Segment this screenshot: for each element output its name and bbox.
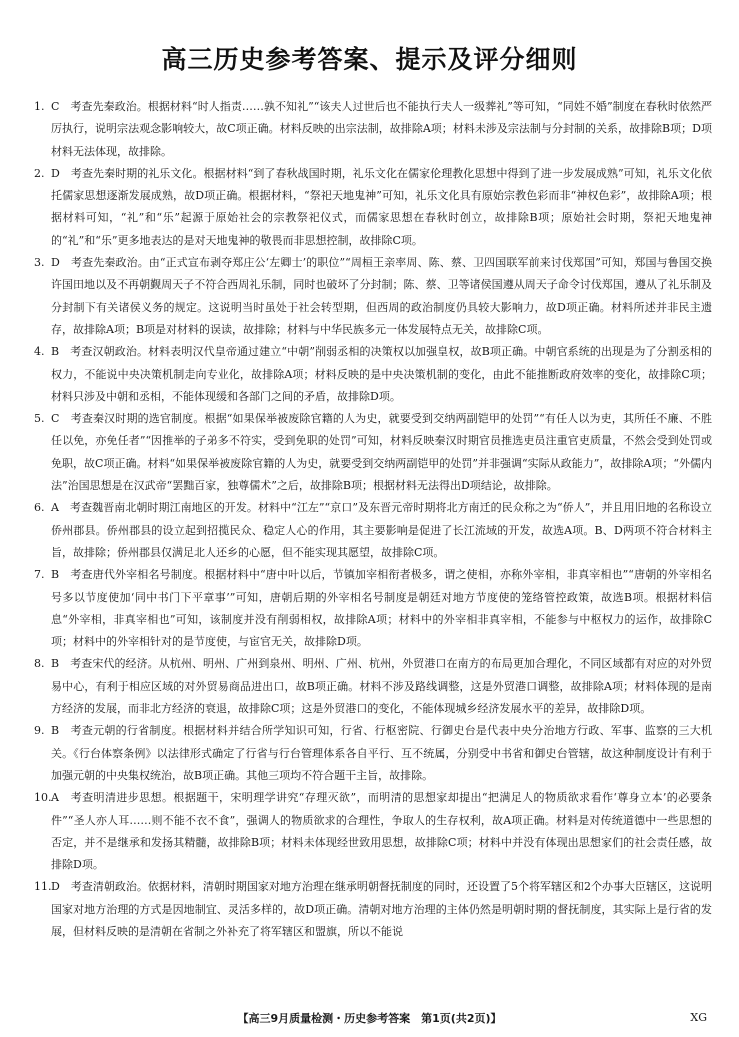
answer-item-7 [34,564,712,653]
answer-number: 5. [34,412,45,426]
answer-item-10 [34,787,712,876]
answer-text: D 考查清朝政治。依据材料，清朝时期国家对地方治理在继承明朝督抚制度的同时，还设置了5个将军辖区和2个办事大臣辖区，这说明国家对地方治理的方式是因地制宜、灵活多样的，故D项正确。清朝对地方治理的主体仍然是明朝时期的督抚制度，其实际上是行省的发展，但材料反映的是清朝在省制之外补充了将军辖区和盟旗，所以不能说 [51,880,712,938]
answer-item-8 [34,653,712,720]
answer-number: 10. [34,791,52,805]
answer-item-5 [34,408,712,497]
page-footer: 【高三9月质量检测・历史参考答案 第1页(共2页)】 [237,1012,502,1025]
answer-number: 9. [34,724,45,738]
answer-number: 1. [34,100,45,113]
answer-text: D 考查先秦政治。由“正式宣布剥夺郑庄公‘左卿士’的职位”“周桓王亲率周、陈、蔡、卫四国联军前来讨伐郑国”可知，郑国与鲁国交换许国田地以及不再朝觐周天子不符合西周礼乐制，同时也破坏了分封制；陈、蔡、卫等诸侯国遵从周天子命令讨伐郑国，遵从了礼乐制及分封制下有关诸侯义务的规定。这说明当时虽处于社会转型期，但西周的政治制度仍具较大影响力，故D项正确。材料所述并非民主遗存，故排除A项；B项是对材料的误读，故排除；材料与中华民族多元一体发展特点无关，故排除C项。 [51,256,712,336]
footer-code: XG [690,1011,707,1024]
answer-list [34,96,712,943]
answer-text: B 考查汉朝政治。材料表明汉代皇帝通过建立“中朝”削弱丞相的决策权以加强皇权，故B项正确。中朝官系统的出现是为了分割丞相的权力，不能说中央决策机制走向专业化，故排除A项；材料反映的是中央决策机制的变化，由此不能推断政府效率的变化，故排除C项；材料只涉及中朝和丞相，不能体现缓和各部门之间的矛盾，故排除D项。 [51,345,712,403]
answer-number: 11. [34,880,52,894]
answer-text: C 考查先秦政治。根据材料“时人指责……孰不知礼”“该夫人过世后也不能执行夫人一级葬礼”等可知，“同姓不婚”制度在春秋时依然严厉执行，说明宗法观念影响较大，故C项正确。材料反映的出宗法制，故排除A项；材料未涉及宗法制与分封制的关系，故排除B项；D项材料无法体现，故排除。 [51,100,712,158]
document-title: 高三历史参考答案、提示及评分细则 [161,45,578,74]
answer-text: C 考查秦汉时期的选官制度。根据“如果保举被废除官籍的人为史，就要受到交纳两副铠甲的处罚”“有任人以为吏，其所任不廉、不胜任以免，亦免任者”“因推举的子弟多不符实，受到免职的处罚”可知，材料反映秦汉时期官员推选吏员注重官吏质量，不然会受到处罚或免职，故C项正确。材料“如果保举被废除官籍的人为史，就要受到交纳两副铠甲的处罚”并非强调“实际从政能力”，故排除A项；“外儒内法”治国思想是在汉武帝“罢黜百家，独尊儒术”之后，故排除B项；根据材料无法得出D项结论，故排除。 [51,412,712,493]
answer-number: 8. [34,657,45,671]
answer-item-2 [34,163,712,252]
answer-text: B 考查唐代外宰相名号制度。根据材料中“唐中叶以后，节镇加宰相衔者极多，谓之使相，亦称外宰相，非真宰相也”“唐朝的外宰相名号多以节度使加‘同中书门下平章事’”可知，唐朝后期的外宰相名号制度是朝廷对地方节度使的笼络管控政策，故选B项。根据材料信息“外宰相，非真宰相也”可知，该制度并没有削弱相权，故排除A项；材料中的外宰相非真宰相，不能参与中枢权力的运作，故排除C项；材料中的外宰相针对的是节度使，与宦官无关，故排除D项。 [51,568,712,649]
answer-number: 3. [34,256,45,270]
answer-text: A 考查魏晋南北朝时期江南地区的开发。材料中“江左”“京口”及东晋元帝时期将北方南迁的民众称之为“侨人”，并且用旧地的名称设立侨州郡县。侨州郡县的设立起到招揽民众、稳定人心的作用，其主要影响是促进了长江流域的开发，故选A项。B、D两项不符合材料主旨，故排除；侨州郡县仅满足北人还乡的心愿，但不能实现其愿望，故排除C项。 [51,501,712,559]
answer-item-11 [34,876,712,943]
answer-number: 6. [34,501,45,515]
answer-text: D 考查先秦时期的礼乐文化。根据材料“到了春秋战国时期，礼乐文化在儒家伦理教化思想中得到了进一步发展成熟”可知，礼乐文化依托儒家思想逐渐发展成熟，故D项正确。根据材料，“祭祀天地鬼神”可知，礼乐文化具有原始宗教色彩而非“神权色彩”，故排除A项；根据材料可知，“礼”和“乐”起源于原始社会的宗教祭祀仪式，而儒家思想在春秋时创立，故排除B项；原始社会时期，祭祀天地鬼神的“礼”和“乐”更多地表达的是对天地鬼神的敬畏而非思想控制，故排除C项。 [51,166,712,247]
answer-number: 2. [34,166,45,180]
answer-text: A 考查明清进步思想。根据题干，宋明理学讲究“存理灭欲”，而明清的思想家却提出“把满足人的物质欲求看作‘尊身立本’的必要条件”“圣人亦人耳……则不能不衣不食”，强调人的物质欲求的合理性，争取人的生存权利，故A项正确。材料是对传统道德中一些思想的否定，并不是继承和发扬其精髓，故排除B项；材料未体现经世致用思想，故排除C项；材料中并没有体现出思想家们的社会责任感，故排除D项。 [51,791,712,872]
answer-item-4 [34,341,712,408]
answer-text: B 考查元朝的行省制度。根据材料并结合所学知识可知，行省、行枢密院、行御史台是代表中央分治地方行政、军事、监察的三大机关。《行台体察条例》以法律形式确定了行省与行台管理体系各自平行、互不统属，分别受中书省和御史台管辖，故这种制度设计有利于加强元朝的中央集权统治，故B项正确。其他三项均不符合题干主旨，故排除。 [51,724,712,782]
answer-number: 4. [34,345,45,359]
answer-number: 7. [34,568,45,582]
answer-item-3 [34,252,712,341]
answer-item-6 [34,497,712,564]
answer-text: B 考查宋代的经济。从杭州、明州、广州到泉州、明州、广州、杭州，外贸港口在南方的布局更加合理化，不同区域都有对应的对外贸易中心，有利于相应区域的对外贸易商品进出口，故B项正确。材料不涉及路线调整，这是外贸港口调整，故排除A项；材料体现的是南方经济的发展，而非北方经济的衰退，故排除C项；这是外贸港口的变化，不能体现城乡经济发展水平的差异，故排除D项。 [51,657,712,716]
answer-item-9 [34,720,712,787]
answer-item-1 [34,96,712,163]
